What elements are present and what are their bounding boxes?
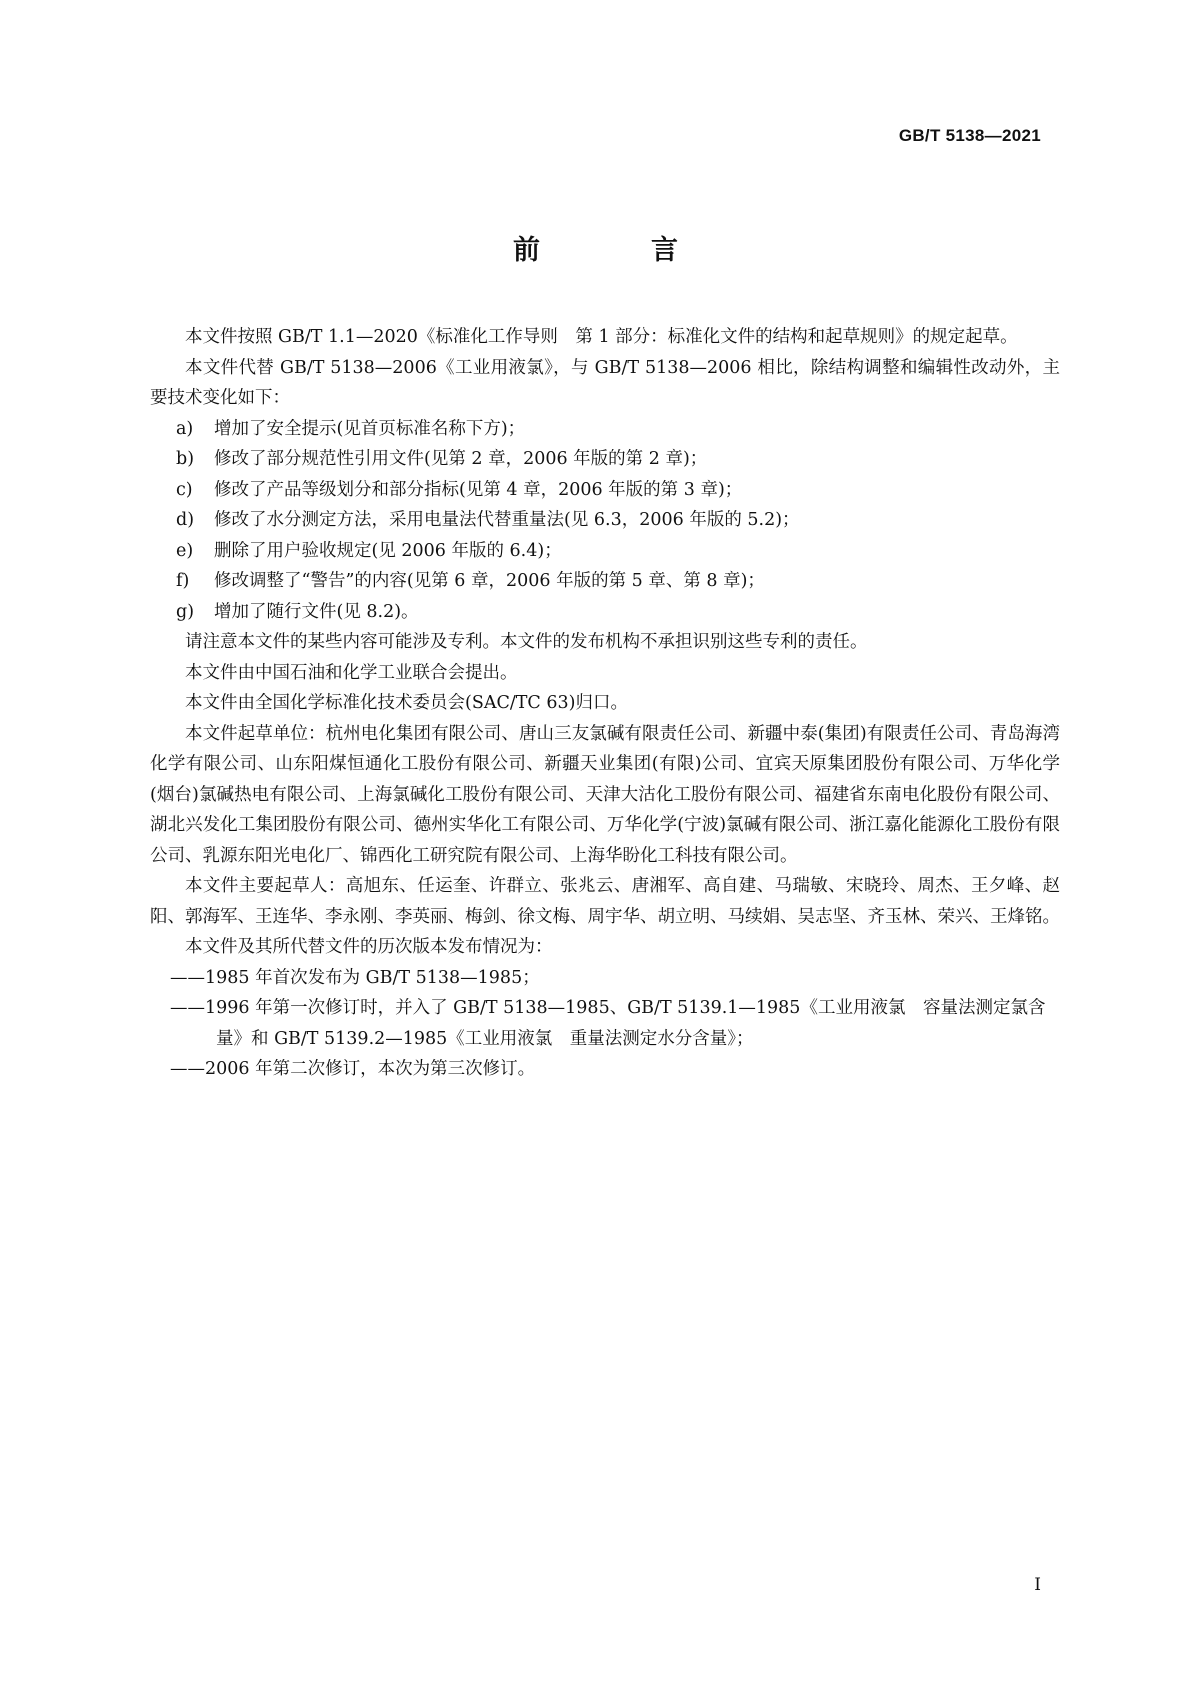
change-item [150,475,1060,506]
page-title: 前 言 [513,235,720,266]
history-item: ——1996 年第一次修订时，并入了 GB/T 5138—1985、GB/T 5139.1—1985《工业用液氯 容量法测定氯含量》和 GB/T 5139.2—1985《工业用液氯 重量法测定水分含量》； [170,998,1046,1049]
paragraph-committee: 本文件由全国化学标准化技术委员会(SAC/TC 63)归口。 [185,693,628,713]
paragraph-drafting-units: 本文件起草单位：杭州电化集团有限公司、唐山三友氯碱有限责任公司、新疆中泰(集团)有限责任公司、青岛海湾化学有限公司、山东阳煤恒通化工股份有限公司、新疆天业集团(有限)公司、宜宾天原集团股份有限公司、万华化学(烟台)氯碱热电有限公司、上海氯碱化工股份有限公司、天津大沽化工股份有限公司、福建省东南电化股份有限公司、湖北兴发化工集团股份有限公司、德州实华化工有限公司、万华化学(宁波)氯碱有限公司、浙江嘉化能源化工股份有限公司、乳源东阳光电化厂、锦西化工研究院有限公司、上海华盼化工科技有限公司。 [150,723,1060,866]
change-text: 增加了安全提示(见首页标准名称下方)； [214,418,526,439]
list-marker: e) [176,540,194,561]
paragraph-replacement: 本文件代替 GB/T 5138—2006《工业用液氯》，与 GB/T 5138—2006 相比，除结构调整和编辑性改动外，主要技术变化如下： [150,357,1060,408]
change-item [150,444,1060,475]
paragraph-drafting-basis: 本文件按照 GB/T 1.1—2020《标准化工作导则 第 1 部分：标准化文件的结构和起草规则》的规定起草。 [185,327,1018,347]
change-item [150,414,1060,445]
document-body [150,322,1060,1085]
change-item [150,566,1060,597]
change-item [150,597,1060,628]
history-item: ——2006 年第二次修订，本次为第三次修订。 [170,1059,536,1079]
change-text: 删除了用户验收规定(见 2006 年版的 6.4)； [214,540,562,561]
paragraph-proposer: 本文件由中国石油和化学工业联合会提出。 [185,662,518,683]
list-marker: b) [176,449,195,469]
change-text: 修改了产品等级划分和部分指标(见第 4 章，2006 年版的第 3 章)； [214,479,743,500]
change-text: 修改调整了“警告”的内容(见第 6 章，2006 年版的第 5 章、第 8 章)； [214,571,765,591]
list-marker: c) [176,479,193,500]
change-text: 修改了水分测定方法，采用电量法代替重量法(见 6.3，2006 年版的 5.2)； [214,510,800,530]
paragraph-patent-notice: 请注意本文件的某些内容可能涉及专利。本文件的发布机构不承担识别这些专利的责任。 [185,632,868,652]
change-item [150,505,1060,536]
paragraph-drafters: 本文件主要起草人：高旭东、任运奎、许群立、张兆云、唐湘军、高自建、马瑞敏、宋晓玲、周杰、王夕峰、赵阳、郭海军、王连华、李永刚、李英丽、梅剑、徐文梅、周宇华、胡立明、马续娟、吴志坚、齐玉林、荣兴、王烽铭。 [150,876,1060,927]
paragraph-history-intro: 本文件及其所代替文件的历次版本发布情况为： [185,937,553,957]
list-marker: a) [176,418,194,439]
page-number: I [1034,1575,1041,1595]
history-item: ——1985 年首次发布为 GB/T 5138—1985； [170,967,540,988]
list-marker: g) [176,601,195,622]
list-marker: f) [176,571,190,591]
list-marker: d) [176,510,195,530]
change-text: 修改了部分规范性引用文件(见第 2 章，2006 年版的第 2 章)； [214,449,708,469]
header-standard-code: GB/T 5138—2021 [898,126,1041,145]
change-text: 增加了随行文件(见 8.2)。 [214,601,419,622]
change-item [150,536,1060,567]
